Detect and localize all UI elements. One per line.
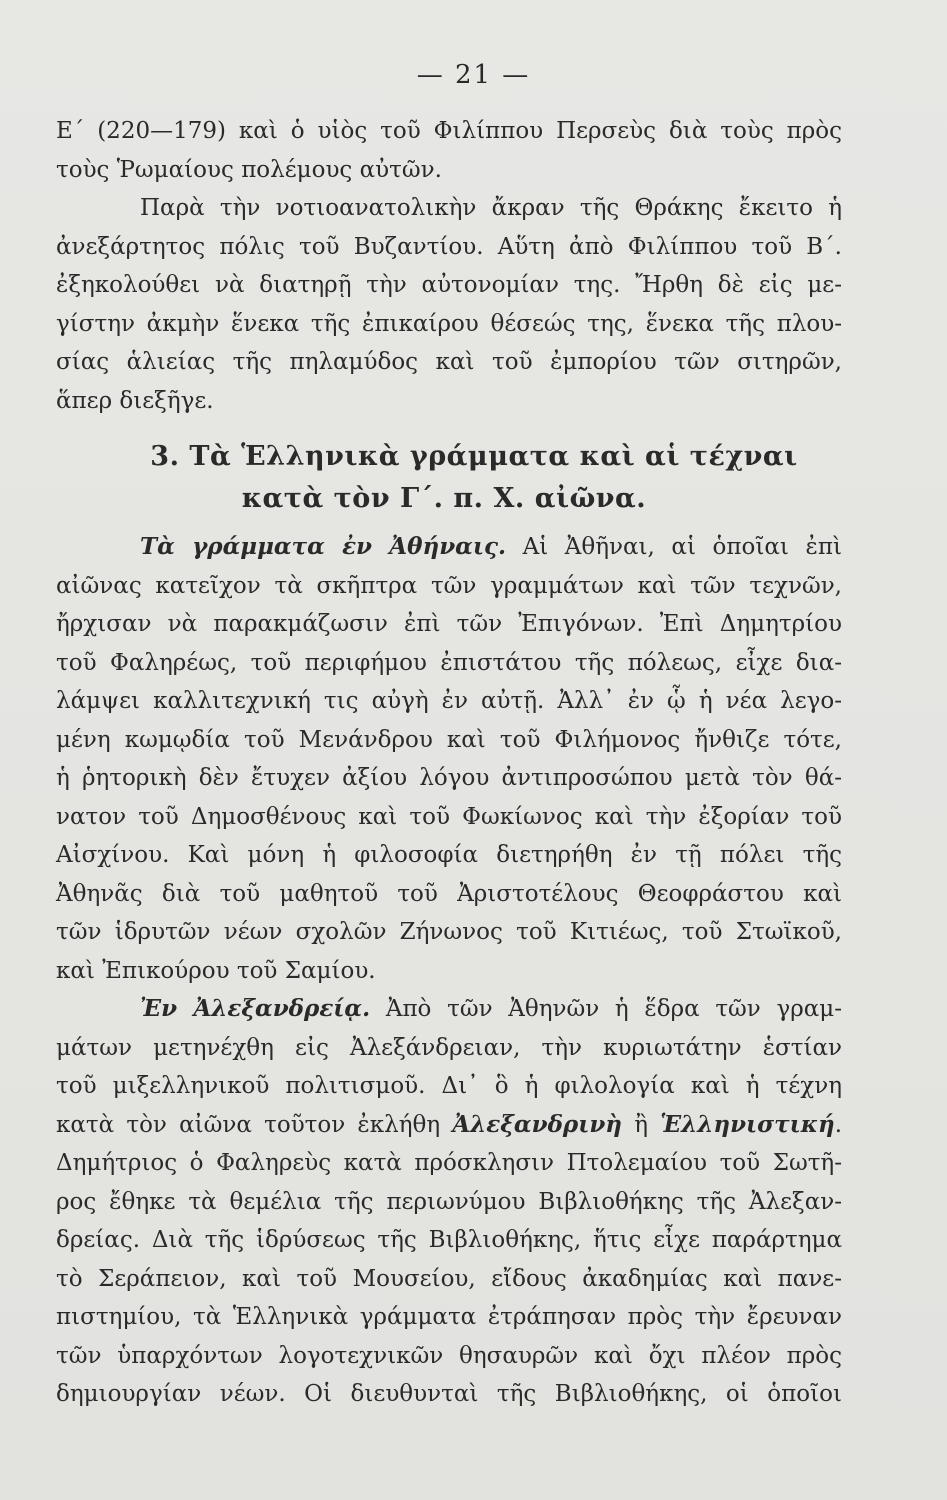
alexandria-paragraph xyxy=(56,990,842,1414)
text-line: δημιουργίαν νέων. Οἱ διευθυνταὶ τῆς Βιβλιοθήκης, οἱ ὁποῖοι xyxy=(56,1381,842,1407)
text-line xyxy=(56,528,842,567)
text-line: νατον τοῦ Δημοσθένους καὶ τοῦ Φωκίωνος καὶ τὴν ἐξορίαν τοῦ xyxy=(56,803,842,830)
text-line: δρείας. Διὰ τῆς ἱδρύσεως τῆς Βιβλιοθήκης, ἥτις εἶχε παράρτημα xyxy=(56,1227,842,1253)
text-line: ἤρχισαν νὰ παρακμάζωσιν ἐπὶ τῶν Ἐπιγόνων. Ἐπὶ Δημητρίου xyxy=(56,611,842,637)
text-line: πιστημίου, τὰ Ἑλληνικὰ γράμματα ἐτράπησαν πρὸς τὴν ἔρευναν xyxy=(56,1304,842,1330)
text-line: Παρὰ τὴν νοτιοανατολικὴν ἄκραν τῆς Θράκης ἔκειτο ἡ xyxy=(140,195,842,221)
text-line: τῶν ἱδρυτῶν νέων σχολῶν Ζήνωνος τοῦ Κιτιέως, τοῦ Στωϊκοῦ, xyxy=(56,919,842,945)
text-line: τοὺς Ῥωμαίους πολέμους αὐτῶν. xyxy=(56,156,442,183)
subheading-athens: Τὰ γράμματα ἐν Ἀθήναις. xyxy=(140,533,506,560)
text-fragment: . xyxy=(834,1111,842,1138)
text-line: ἀνεξάρτητος πόλις τοῦ Βυζαντίου. Αὕτη ἀπὸ Φιλίππου τοῦ Β΄. xyxy=(56,233,842,260)
text-line: τοῦ μιξελληνικοῦ πολιτισμοῦ. Δι᾽ ὃ ἡ φιλολογία καὶ ἡ τέχνη xyxy=(56,1073,842,1099)
text-line: Ε΄ (220—179) καὶ ὁ υἱὸς τοῦ Φιλίππου Περσεὺς διὰ τοὺς πρὸς xyxy=(56,118,842,144)
italic-term: Ἑλληνιστική xyxy=(660,1110,835,1138)
text-line: τῶν ὑπαρχόντων λογοτεχνικῶν θησαυρῶν καὶ ὄχι πλέον πρὸς xyxy=(56,1342,842,1369)
text-line: Ἀθηνᾶς διὰ τοῦ μαθητοῦ τοῦ Ἀριστοτέλους Θεοφράστου καὶ xyxy=(56,880,842,907)
text-line: αἰῶνας κατεῖχον τὰ σκῆπτρα τῶν γραμμάτων καὶ τῶν τεχνῶν, xyxy=(56,572,842,599)
text-line: γίστην ἀκμὴν ἕνεκα τῆς ἐπικαίρου θέσεώς της, ἕνεκα τῆς πλου- xyxy=(56,310,842,337)
text-line: μάτων μετηνέχθη εἰς Ἀλεξάνδρειαν, τὴν κυριωτάτην ἑστίαν xyxy=(56,1034,842,1061)
page-number: — 21 — xyxy=(416,60,531,90)
text-line: ἅπερ διεξῆγε. xyxy=(56,387,214,414)
text-line: Αἰσχίνου. Καὶ μόνη ἡ φιλοσοφία διετηρήθη ἐν τῇ πόλει τῆς xyxy=(56,842,842,868)
text-line xyxy=(56,990,842,1029)
text-line: ἐξηκολούθει νὰ διατηρῇ τὴν αὐτονομίαν της. Ἤρθη δὲ εἰς με- xyxy=(56,272,842,298)
subheading-alexandria: Ἐν Ἀλεξανδρείᾳ. xyxy=(140,995,371,1022)
text-line: μένη κωμῳδία τοῦ Μενάνδρου καὶ τοῦ Φιλήμονος ἤνθιζε τότε, xyxy=(56,726,842,753)
text-line: τοῦ Φαληρέως, τοῦ περιφήμου ἐπιστάτου τῆς πόλεως, εἶχε δια- xyxy=(56,649,842,676)
text-fragment: Αἱ Ἀθῆναι, αἱ ὁποῖαι ἐπὶ xyxy=(506,534,842,560)
text-line: τὸ Σεράπειον, καὶ τοῦ Μουσείου, εἴδους ἀκαδημίας καὶ πανε- xyxy=(56,1265,842,1292)
section-heading-line-2: κατὰ τὸν Γ΄. π. Χ. αἰῶνα. xyxy=(241,483,647,514)
text-line: ἡ ῥητορικὴ δὲν ἔτυχεν ἀξίου λόγου ἀντιπροσώπου μετὰ τὸν θά- xyxy=(56,765,842,791)
text-fragment: κατὰ τὸν αἰῶνα τοῦτον ἐκλήθη xyxy=(56,1111,453,1138)
italic-term: Ἀλεξανδρινὴ xyxy=(452,1110,623,1138)
section-heading xyxy=(56,436,842,520)
section-heading-line-1: 3. Τὰ Ἑλληνικὰ γράμματα καὶ αἱ τέχναι xyxy=(150,441,798,472)
text-fragment: Ἀπὸ τῶν Ἀθηνῶν ἡ ἕδρα τῶν γραμ- xyxy=(370,996,842,1022)
athens-paragraph xyxy=(56,528,842,990)
text-line: Δημήτριος ὁ Φαληρεὺς κατὰ πρόσκλησιν Πτολεμαίου τοῦ Σωτῆ- xyxy=(56,1150,842,1176)
text-line xyxy=(56,1106,842,1145)
text-line: σίας ἁλιείας τῆς πηλαμύδος καὶ τοῦ ἐμπορίου τῶν σιτηρῶν, xyxy=(56,349,842,375)
intro-paragraph xyxy=(56,112,842,420)
text-line: λάμψει καλλιτεχνική τις αὐγὴ ἐν αὐτῇ. Ἀλλ᾽ ἐν ᾧ ἡ νέα λεγο- xyxy=(56,688,842,714)
text-fragment: ἢ xyxy=(622,1111,661,1138)
text-line: ρος ἔθηκε τὰ θεμέλια τῆς περιωνύμου Βιβλιοθήκης τῆς Ἀλεξαν- xyxy=(56,1188,842,1215)
text-line: καὶ Ἐπικούρου τοῦ Σαμίου. xyxy=(56,957,376,984)
